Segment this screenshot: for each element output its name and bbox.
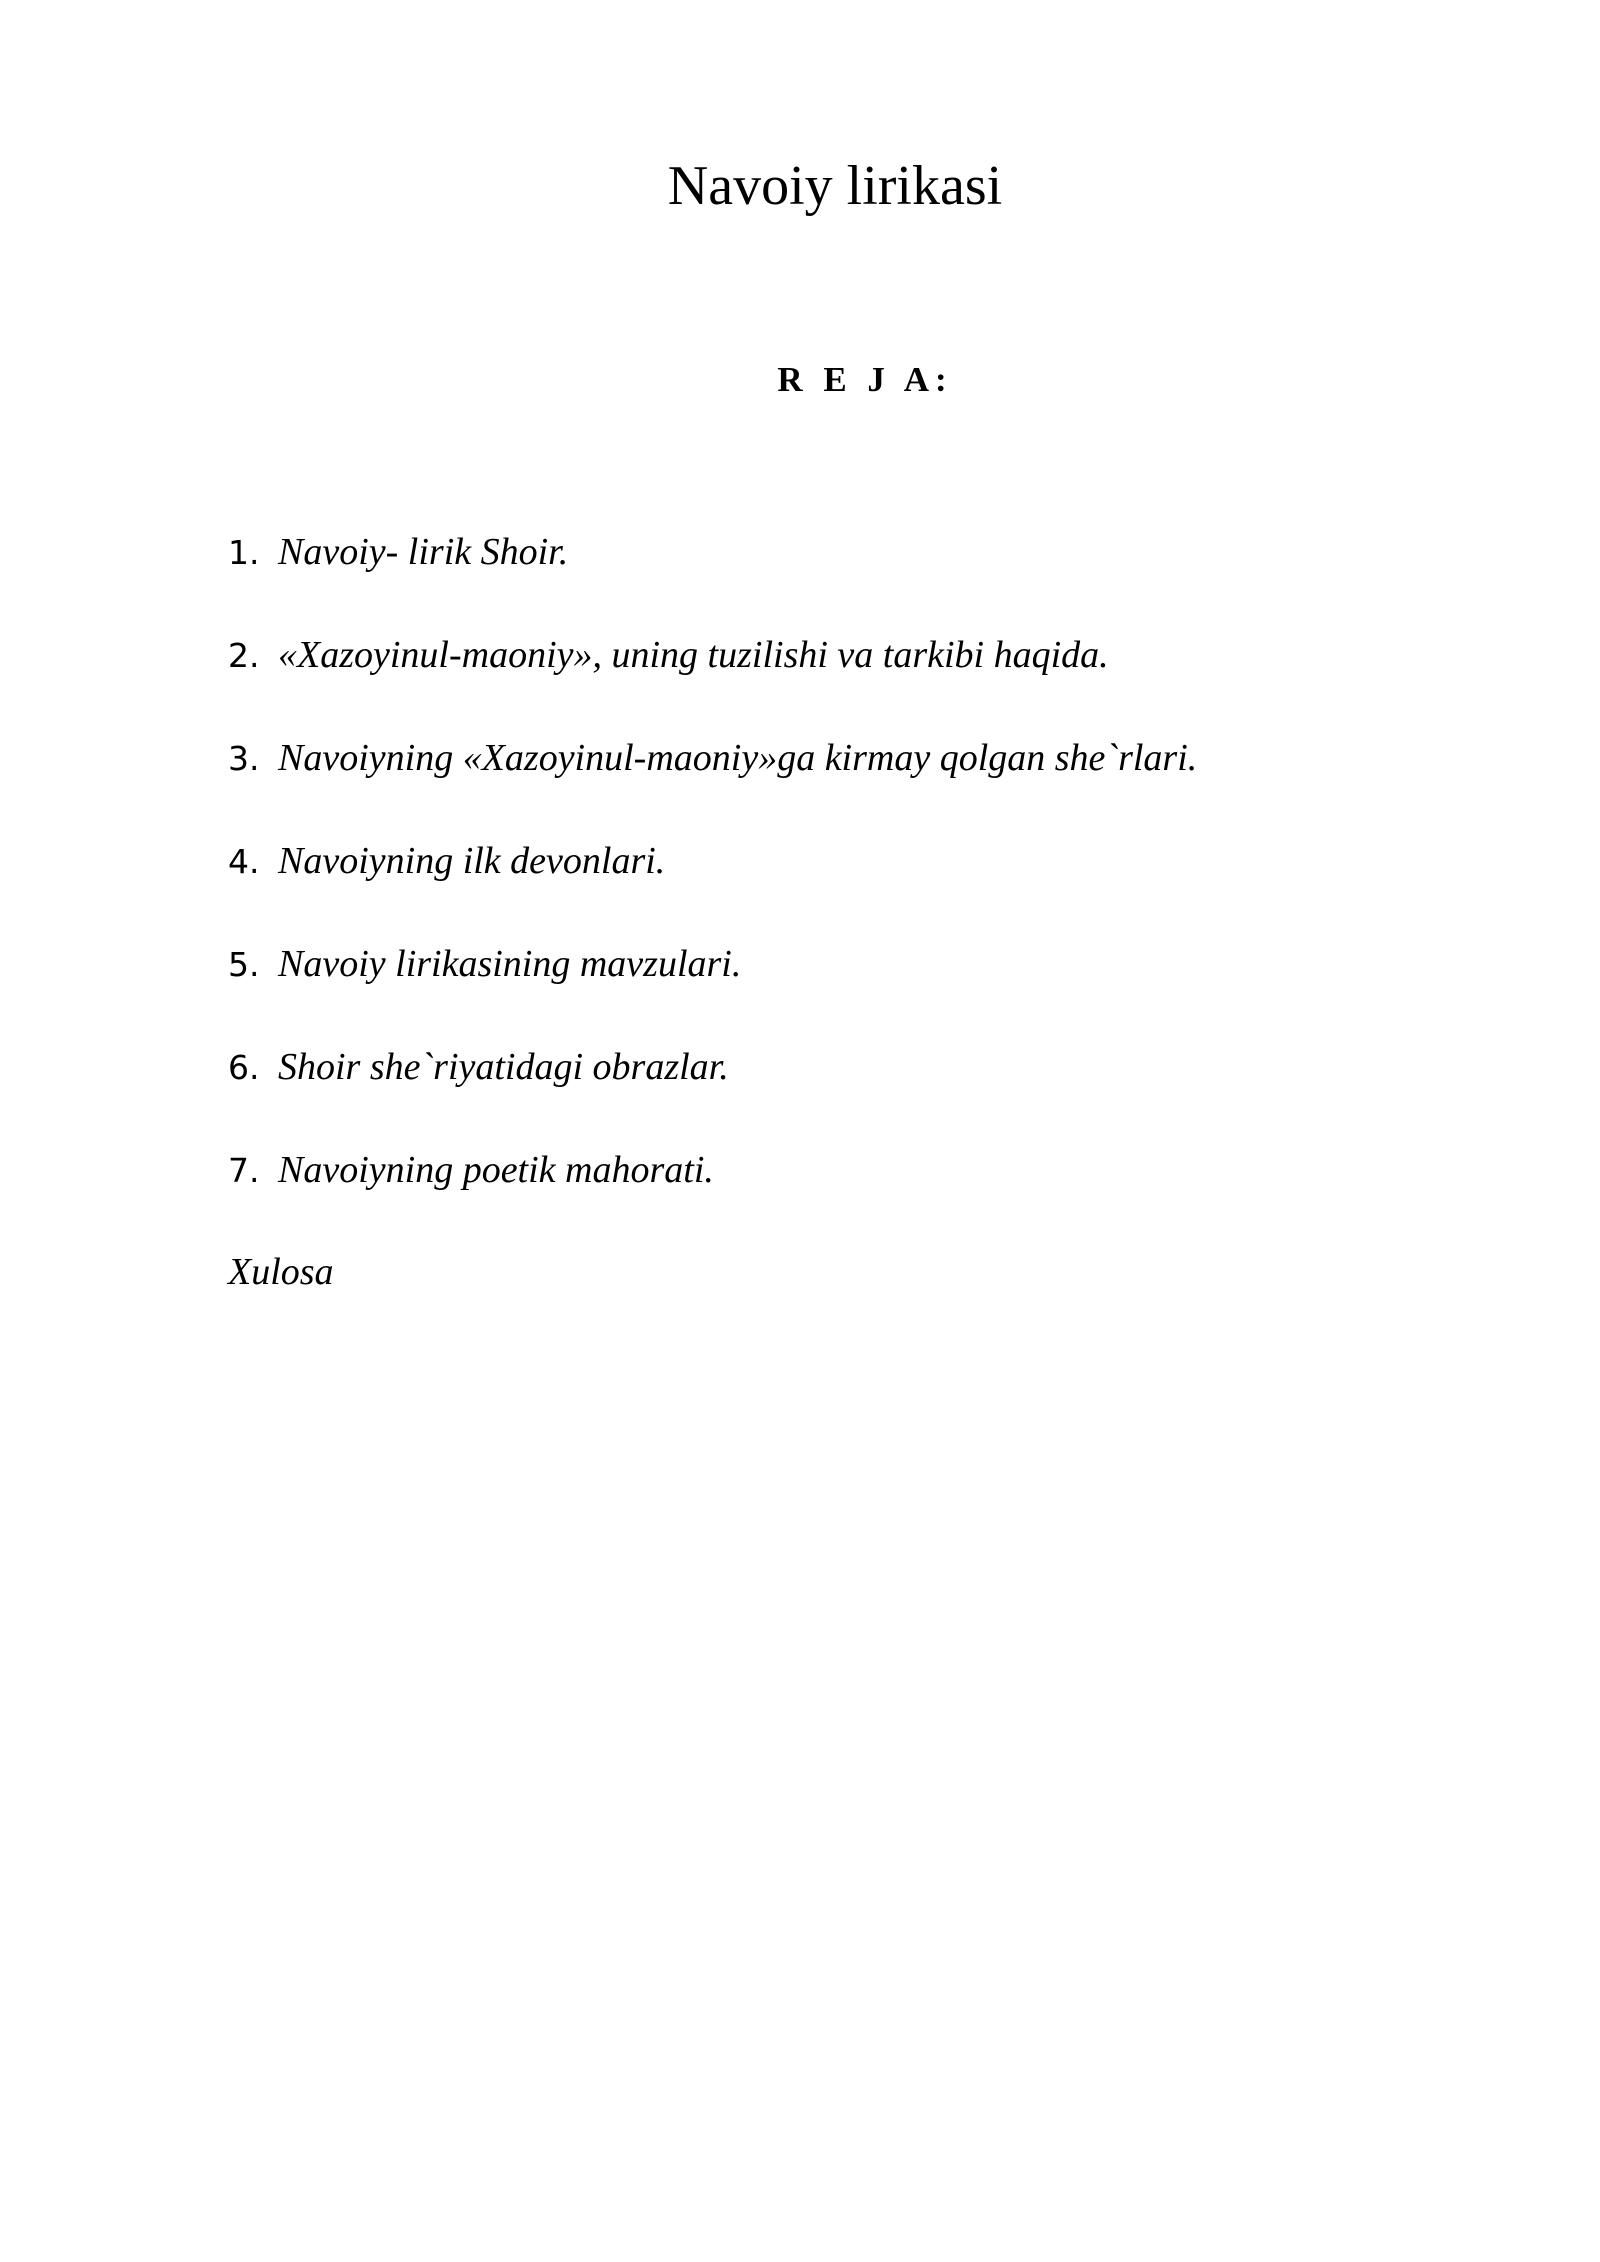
plan-item-text: Navoiyning ilk devonlari.: [278, 840, 666, 882]
plan-list: [228, 530, 1428, 1251]
plan-item: [228, 530, 1428, 633]
plan-item-number: 2.: [228, 636, 260, 675]
plan-item: [228, 736, 1428, 839]
plan-item-number: 7.: [228, 1151, 260, 1190]
plan-item-text: Navoiy- lirik Shoir.: [278, 531, 569, 573]
plan-item-number: 1.: [228, 533, 260, 572]
plan-item-text: Navoiy lirikasining mavzulari.: [278, 943, 742, 985]
plan-item: [228, 1148, 1428, 1251]
plan-item-text: «Xazoyinul-maoniy», uning tuzilishi va tarkibi haqida.: [278, 634, 1109, 676]
conclusion-label: Xulosa: [228, 1251, 334, 1293]
document-title: Navoiy lirikasi: [667, 155, 1003, 217]
plan-item-number: 6.: [228, 1048, 260, 1087]
plan-item-number: 3.: [228, 739, 260, 778]
plan-item-number: 4.: [228, 842, 260, 881]
plan-item: [228, 633, 1428, 736]
plan-item-text: Navoiyning poetik mahorati.: [278, 1149, 714, 1191]
plan-item: [228, 942, 1428, 1045]
plan-item: [228, 839, 1428, 942]
plan-item-text: Shoir she`riyatidagi obrazlar.: [278, 1046, 729, 1088]
plan-heading: R E J A:: [777, 360, 953, 399]
plan-item-number: 5.: [228, 945, 260, 984]
plan-item-text: Navoiyning «Xazoyinul-maoniy»ga kirmay qolgan she`rlari.: [278, 737, 1198, 779]
plan-item: [228, 1045, 1428, 1148]
